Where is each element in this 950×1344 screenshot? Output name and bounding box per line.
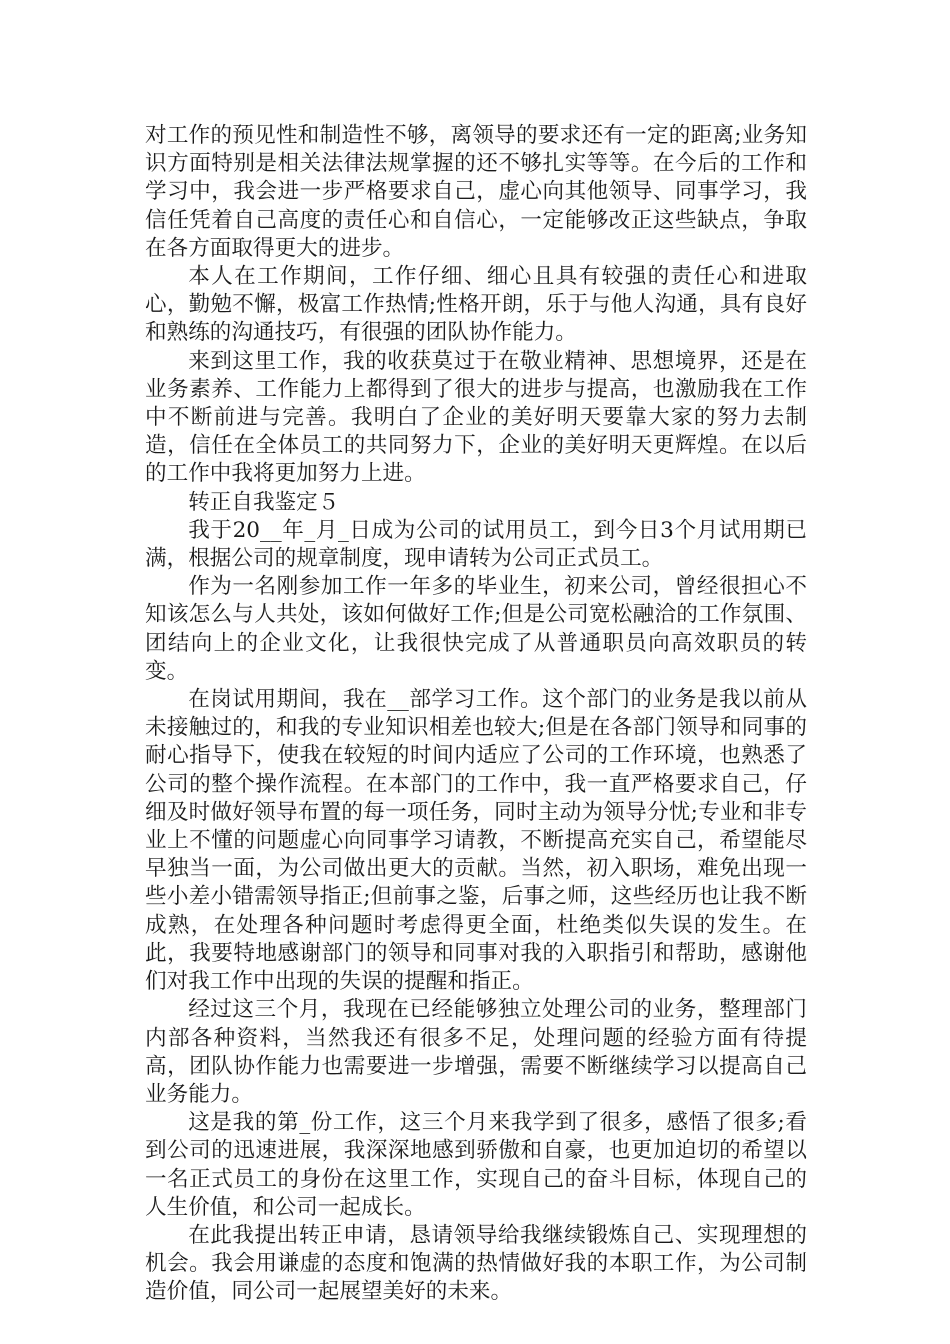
paragraph: 我于20__年_月_日成为公司的试用员工，到今日3个月试用期已满，根据公司的规章制度，现申请转为公司正式员工。	[145, 517, 807, 572]
paragraph: 经过这三个月，我现在已经能够独立处理公司的业务，整理部门内部各种资料，当然我还有很多不足，处理问题的经验方面有待提高，团队协作能力也需要进一步增强，需要不断继续学习以提高自己业务能力。	[145, 997, 807, 1107]
paragraph: 作为一名刚参加工作一年多的毕业生，初来公司，曾经很担心不知该怎么与人共处，该如何做好工作;但是公司宽松融洽的工作氛围、团结向上的企业文化，让我很快完成了从普通职员向高效职员的转变。	[145, 574, 807, 684]
paragraph: 这是我的第_份工作，这三个月来我学到了很多，感悟了很多;看到公司的迅速进展，我深深地感到骄傲和自豪，也更加迫切的希望以一名正式员工的身份在这里工作，实现自己的奋斗目标，体现自己的人生价值，和公司一起成长。	[145, 1110, 807, 1220]
paragraph: 在此我提出转正申请，恳请领导给我继续锻炼自己、实现理想的机会。我会用谦虚的态度和饱满的热情做好我的本职工作，为公司制造价值，同公司一起展望美好的未来。	[145, 1222, 807, 1305]
paragraph: 来到这里工作，我的收获莫过于在敬业精神、思想境界，还是在业务素养、工作能力上都得到了很大的进步与提高，也激励我在工作中不断前进与完善。我明白了企业的美好明天要靠大家的努力去制造，信任在全体员工的共同努力下，企业的美好明天更辉煌。在以后的工作中我将更加努力上进。	[145, 348, 807, 487]
paragraph: 对工作的预见性和制造性不够，离领导的要求还有一定的距离;业务知识方面特别是相关法律法规掌握的还不够扎实等等。在今后的工作和学习中，我会进一步严格要求自己，虚心向其他领导、同事学习，我信任凭着自己高度的责任心和自信心，一定能够改正这些缺点，争取在各方面取得更大的进步。	[145, 123, 807, 261]
document-page	[145, 122, 807, 1307]
paragraph: 在岗试用期间，我在__部学习工作。这个部门的业务是我以前从未接触过的，和我的专业知识相差也较大;但是在各部门领导和同事的耐心指导下，使我在较短的时间内适应了公司的工作环境，也熟悉了公司的整个操作流程。在本部门的工作中，我一直严格要求自己，仔细及时做好领导布置的每一项任务，同时主动为领导分忧;专业和非专业上不懂的问题虚心向同事学习请教，不断提高充实自己，希望能尽早独当一面，为公司做出更大的贡献。当然，初入职场，难免出现一些小差小错需领导指正;但前事之鉴，后事之师，这些经历也让我不断成熟，在处理各种问题时考虑得更全面，杜绝类似失误的发生。在此，我要特地感谢部门的领导和同事对我的入职指引和帮助，感谢他们对我工作中出现的失误的提醒和指正。	[145, 687, 807, 995]
section-heading: 转正自我鉴定５	[188, 489, 340, 515]
paragraph: 本人在工作期间，工作仔细、细心且具有较强的责任心和进取心，勤勉不懈，极富工作热情;性格开朗，乐于与他人沟通，具有良好和熟练的沟通技巧，有很强的团队协作能力。	[145, 264, 807, 346]
